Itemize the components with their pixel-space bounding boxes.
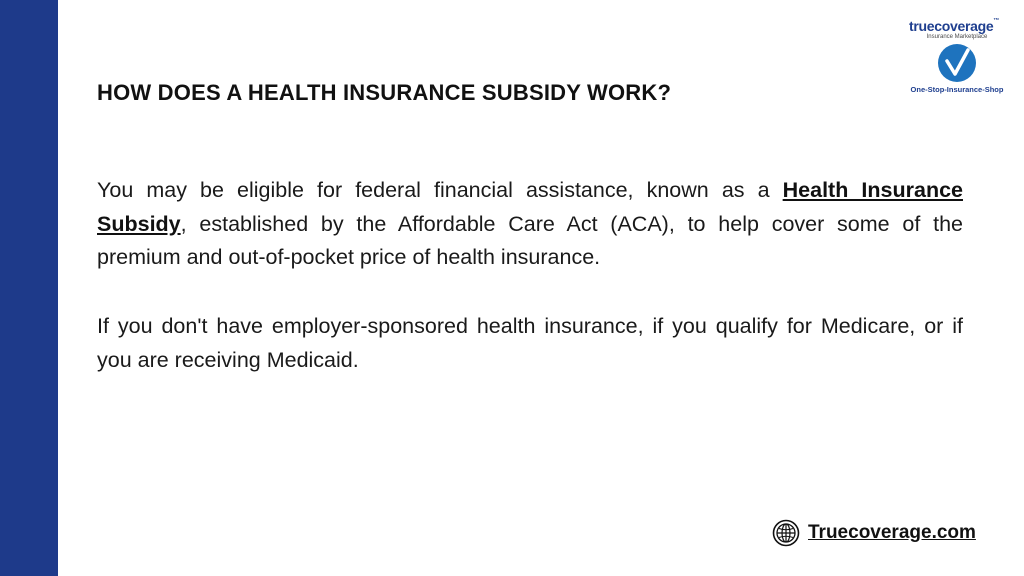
intro-text-after: , established by the Affordable Care Act (ACA), to help cover some of the premium and out-of-pocket price of health insurance. [97,211,963,269]
intro-text-before: You may be eligible for federal financial assistance, known as a [97,178,783,202]
page-title: HOW DOES A HEALTH INSURANCE SUBSIDY WORK? [97,80,672,105]
checkmark-badge-icon [937,43,977,83]
intro-paragraph [97,174,963,275]
globe-icon [772,519,800,547]
trademark-mark: ™ [993,18,1000,24]
logo-subtitle: Insurance Marketplace [926,34,988,40]
logo-brand-text: truecoverage [909,18,994,34]
truecoverage-logo[interactable] [905,16,1009,98]
website-footer [772,518,976,548]
eligibility-paragraph: If you don't have employer-sponsored health insurance, if you qualify for Medicare, or if you are receiving Medicaid. [97,314,963,372]
left-accent-bar [0,0,58,576]
logo-tagline: One-Stop-Insurance-Shop [910,85,1004,94]
website-link[interactable]: Truecoverage.com [808,522,976,543]
health-insurance-subsidy-link[interactable]: Health Insurance Subsidy [97,178,963,236]
